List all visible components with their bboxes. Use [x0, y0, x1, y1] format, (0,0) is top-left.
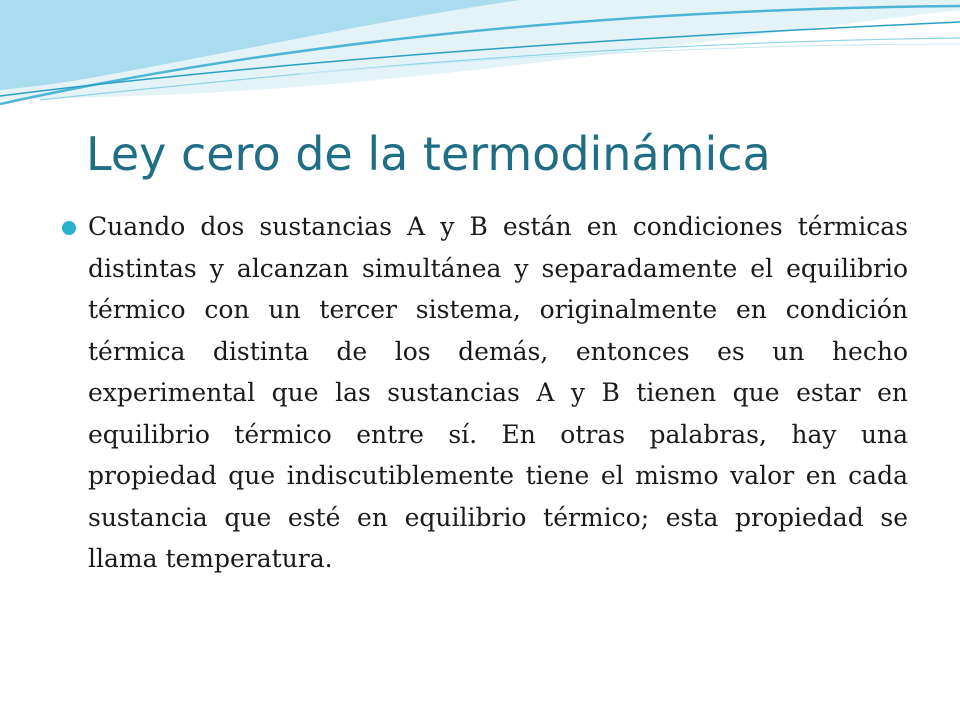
slide-content	[56, 206, 908, 580]
bullet-dot-icon	[62, 221, 76, 235]
wave-header-decoration	[0, 0, 960, 130]
slide-title: Ley cero de la termodinámica	[86, 127, 771, 181]
bullet-text: Cuando dos sustancias A y B están en condiciones térmicas distintas y alcanzan simultánea y separadamente el equilibrio térmico con un tercer sistema, originalmente en condición térmica distinta de los demás, entonces es un hecho experimental que las sustancias A y B tienen que estar en equilibrio térmico entre sí. En otras palabras, hay una propiedad que indiscutiblemente tiene el mismo valor en cada sustancia que esté en equilibrio térmico; esta propiedad se llama temperatura.	[88, 212, 908, 573]
bullet-item	[56, 206, 908, 580]
